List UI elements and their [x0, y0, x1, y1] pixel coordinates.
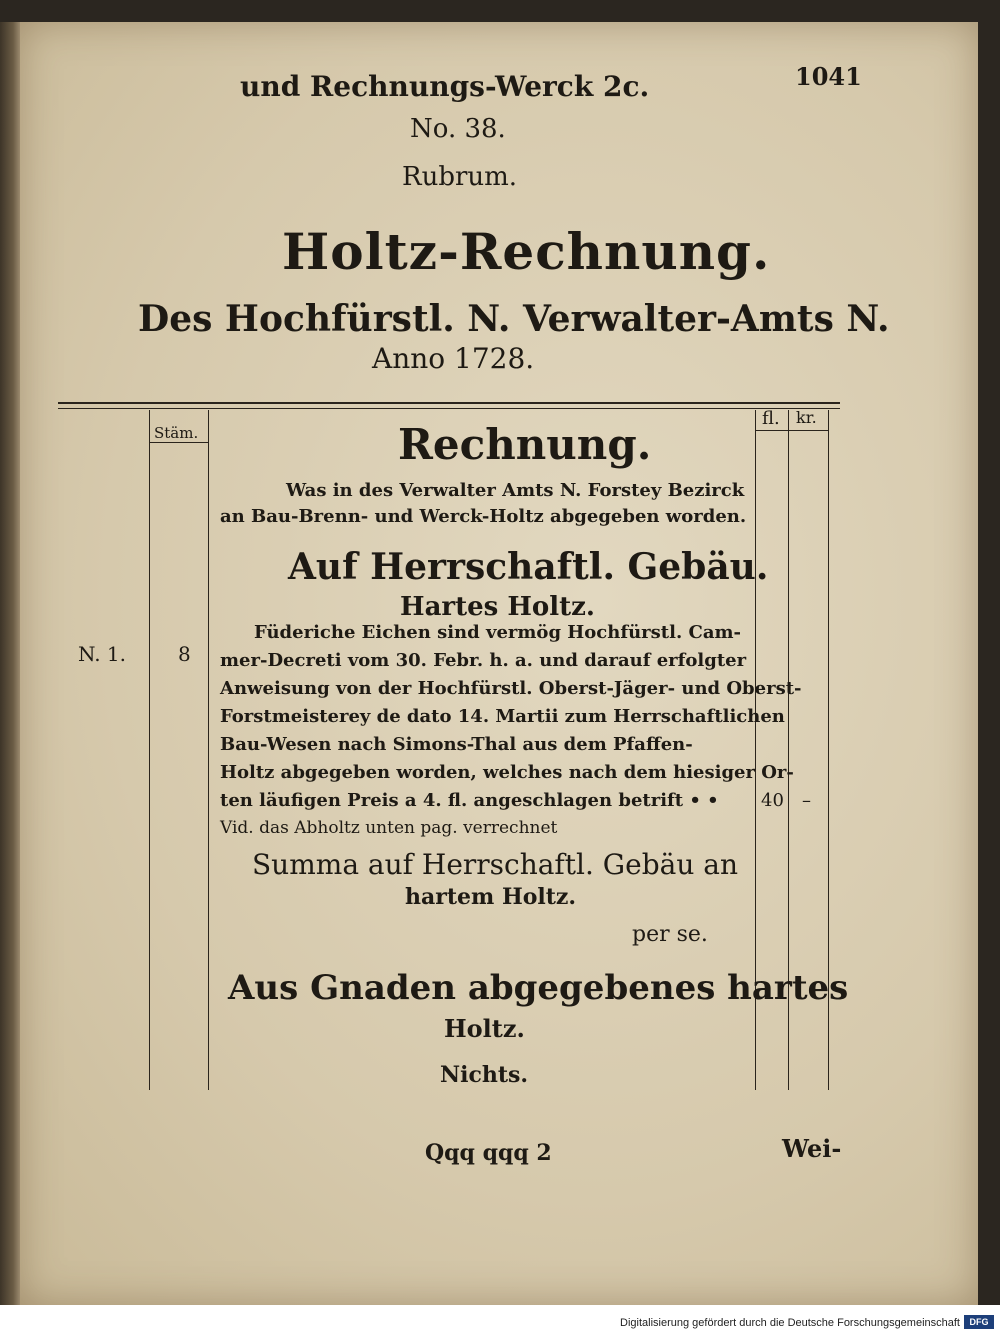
entry-line-5: Bau-Wesen nach Simons-Thal aus dem Pfaffen-: [220, 734, 693, 755]
per-se: per se.: [632, 922, 708, 947]
summa-line-1: Summa auf Herrschaftl. Gebäu an: [252, 848, 739, 881]
heading-herrschaft: Auf Herrschaftl. Gebäu.: [288, 546, 769, 588]
col-header-fl: fl.: [762, 408, 780, 429]
entry-fl: 40: [761, 790, 784, 811]
entry-number: N. 1.: [78, 642, 127, 666]
subtitle: Des Hochfürstl. N. Verwalter-Amts N.: [138, 298, 890, 340]
intro-line-1: Was in des Verwalter Amts N. Forstey Bezirck: [286, 480, 745, 501]
main-title: Holtz-Rechnung.: [282, 222, 771, 281]
book-spine: [0, 22, 22, 1305]
header-underline-fl: [755, 430, 828, 431]
entry-line-3: Anweisung von der Hochfürstl. Oberst-Jäger- und Oberst-: [220, 678, 802, 699]
entry-line-8: Vid. das Abholtz unten pag. verrechnet: [220, 818, 558, 838]
gnaden-line-1: Aus Gnaden abgegebenes hartes: [228, 968, 849, 1008]
book-page: [20, 22, 978, 1305]
intro-line-2: an Bau-Brenn- und Werck-Holtz abgegeben worden.: [220, 506, 747, 527]
header-underline: [149, 442, 209, 443]
col-line-stamm-right: [208, 410, 209, 1090]
doc-number: No. 38.: [410, 114, 506, 144]
running-head: und Rechnungs-Werck 2c.: [240, 70, 650, 103]
page-number: 1041: [795, 62, 862, 91]
dfg-logo-icon: DFG: [964, 1315, 994, 1329]
entry-line-1: Füderiche Eichen sind vermög Hochfürstl. Cam-: [254, 622, 741, 643]
entry-line-6: Holtz abgegeben worden, welches nach dem hiesiger Or-: [220, 762, 794, 783]
footer-bar: [0, 1305, 1000, 1339]
rubrum: Rubrum.: [402, 162, 518, 192]
catchword: Wei-: [782, 1134, 842, 1163]
footer-credit: Digitalisierung gefördert durch die Deutsche Forschungsgemeinschaft: [620, 1317, 960, 1329]
year: Anno 1728.: [372, 342, 535, 375]
col-header-kr: kr.: [796, 408, 817, 427]
entry-line-4: Forstmeisterey de dato 14. Martii zum Herrschaftlichen: [220, 706, 785, 727]
gnaden-line-2: Holtz.: [444, 1014, 525, 1043]
col-line-stamm-left: [149, 410, 150, 1090]
entry-count: 8: [178, 642, 191, 666]
heading-hartes: Hartes Holtz.: [400, 592, 595, 622]
nichts: Nichts.: [440, 1062, 529, 1088]
entry-kr: –: [802, 790, 811, 811]
top-rule-2: [58, 408, 840, 409]
signature-mark: Qqq qqq 2: [425, 1140, 552, 1166]
top-rule-1: [58, 402, 840, 404]
entry-line-2: mer-Decreti vom 30. Febr. h. a. und darauf erfolgter: [220, 650, 747, 671]
summa-line-2: hartem Holtz.: [405, 884, 577, 910]
col-header-stamm: Stäm.: [154, 424, 199, 442]
section-title: Rechnung.: [398, 420, 652, 469]
entry-line-7: ten läufigen Preis a 4. fl. angeschlagen betrift • •: [220, 790, 719, 811]
